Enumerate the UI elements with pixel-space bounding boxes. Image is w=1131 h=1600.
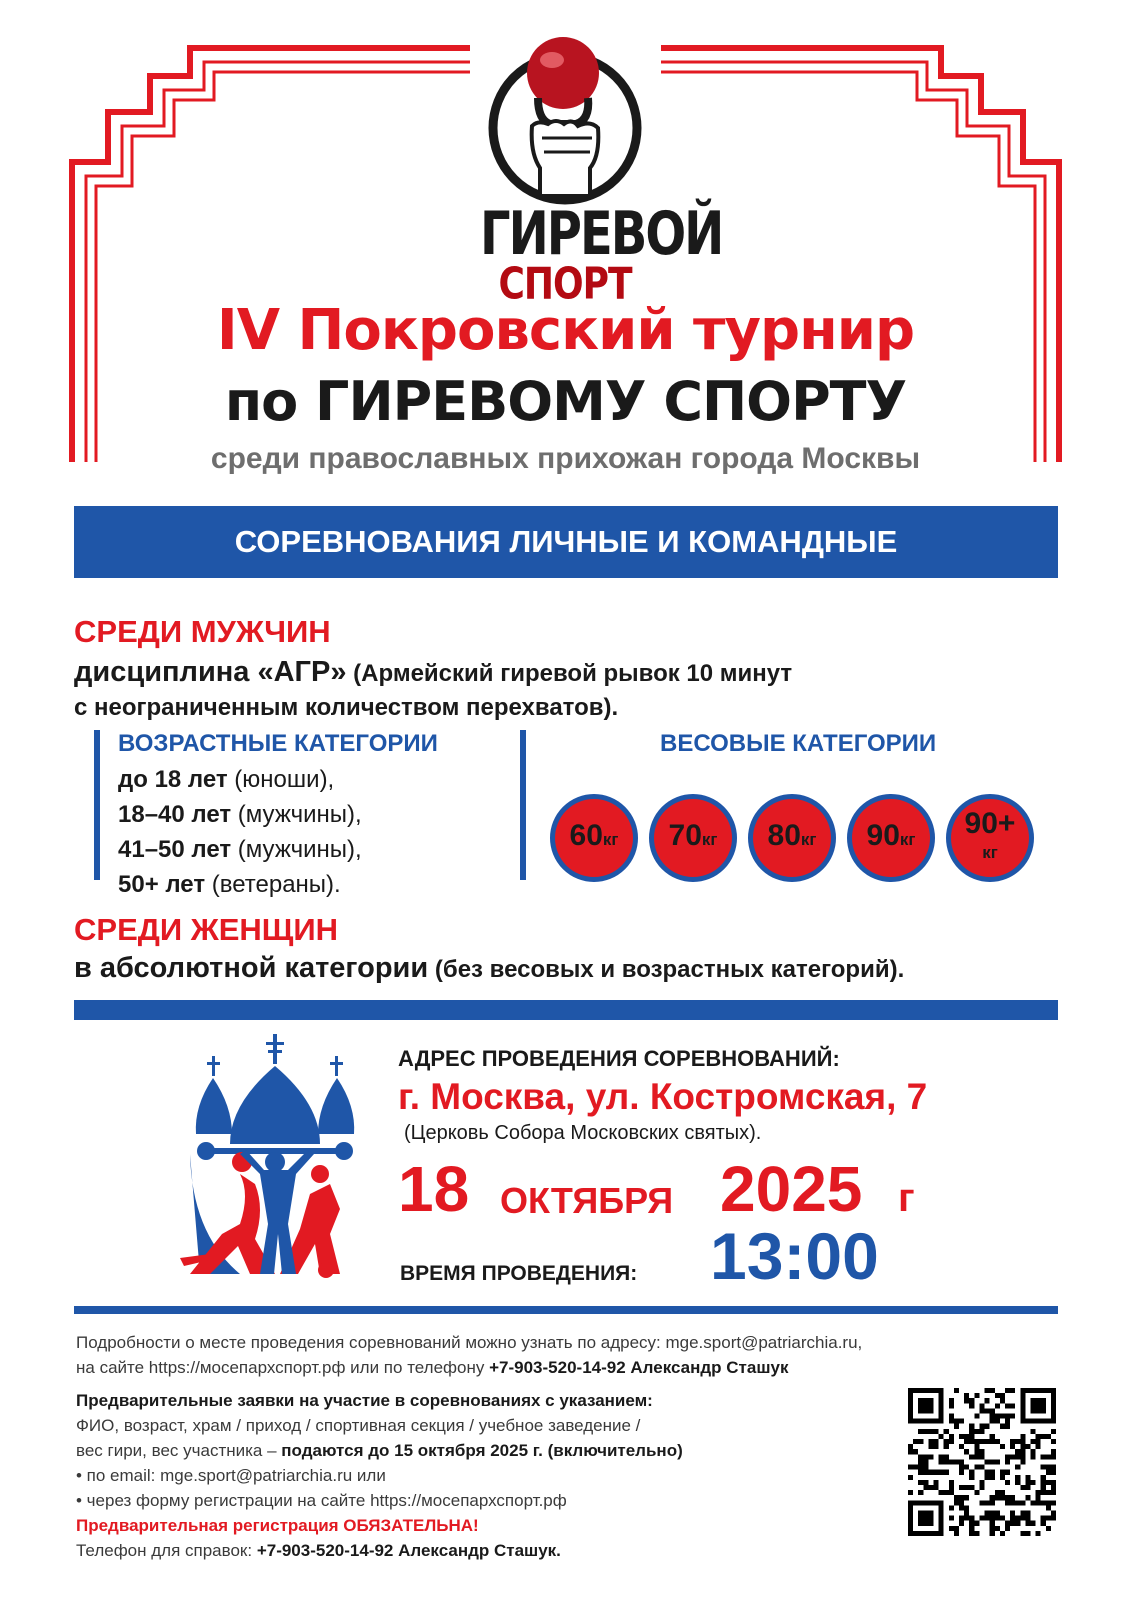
logo-text-line2: СПОРТ xyxy=(498,259,632,310)
list-item: 50+ лет (ветераны). xyxy=(118,871,341,898)
weight-categories xyxy=(550,794,1050,884)
req-line2: вес гири, вес участника – подаются до 15 октября 2025 г. (включительно) xyxy=(76,1441,683,1460)
footer-info-line2: на сайте https://мосепархспорт.рф или по телефону +7-903-520-14-92 Александр Сташук xyxy=(76,1358,789,1377)
title-line2: по ГИРЕВОМУ СПОРТУ xyxy=(224,370,907,433)
req-line1: ФИО, возраст, храм / приход / спортивная секция / учебное заведение / xyxy=(76,1416,641,1435)
event-year-suffix: г xyxy=(898,1176,915,1220)
weight-badge-90: 90кг xyxy=(847,794,935,882)
weight-badge-60: 60кг xyxy=(550,794,638,882)
footer-divider xyxy=(74,1306,1058,1314)
weight-badge-70: 70кг xyxy=(649,794,737,882)
weight-divider xyxy=(520,730,526,880)
list-item: до 18 лет (юноши), xyxy=(118,766,335,793)
qr-code[interactable] xyxy=(908,1388,1056,1536)
venue-note: (Церковь Собора Московских святых). xyxy=(404,1122,762,1144)
footer-requirements xyxy=(76,1388,683,1563)
church-athletes-icon xyxy=(180,1034,370,1284)
venue-address: г. Москва, ул. Костромская, 7 xyxy=(398,1076,928,1117)
venue-heading: АДРЕС ПРОВЕДЕНИЯ СОРЕВНОВАНИЙ: xyxy=(398,1046,840,1071)
men-discipline-line1 xyxy=(74,656,792,689)
event-time: 13:00 xyxy=(710,1219,879,1293)
req-line3: • по email: mge.sport@patriarchia.ru или xyxy=(76,1466,386,1485)
age-categories-heading: ВОЗРАСТНЫЕ КАТЕГОРИИ xyxy=(118,730,438,757)
discipline-desc-cont: с неограниченным количеством перехватов). xyxy=(74,694,619,721)
phone-line: Телефон для справок: +7-903-520-14-92 Александр Сташук. xyxy=(76,1541,561,1560)
section-divider xyxy=(74,1000,1058,1020)
list-item: 41–50 лет (мужчины), xyxy=(118,836,362,863)
list-item: 18–40 лет (мужчины), xyxy=(118,801,362,828)
req-heading: Предварительные заявки на участие в соревнованиях с указанием: xyxy=(76,1391,653,1410)
title-line3: среди православных прихожан города Москвы xyxy=(210,442,921,475)
footer-info xyxy=(76,1330,862,1380)
kettlebell-fist-icon xyxy=(480,28,650,218)
req-line4: • через форму регистрации на сайте https://мосепархспорт.рф xyxy=(76,1491,567,1510)
event-day: 18 xyxy=(398,1153,470,1225)
women-category: в абсолютной категории xyxy=(74,952,429,984)
discipline-name: дисциплина «АГР» xyxy=(74,656,347,688)
title-line1: IV Покровский турнир xyxy=(216,298,915,363)
event-month: ОКТЯБРЯ xyxy=(500,1180,674,1221)
event-year: 2025 xyxy=(720,1153,863,1225)
men-discipline-line2 xyxy=(74,690,618,722)
weight-badge-90plus: 90+ кг xyxy=(946,794,1034,882)
weight-categories-heading: ВЕСОВЫЕ КАТЕГОРИИ xyxy=(660,730,937,757)
time-label: ВРЕМЯ ПРОВЕДЕНИЯ: xyxy=(400,1262,638,1285)
competition-type-banner: СОРЕВНОВАНИЯ ЛИЧНЫЕ И КОМАНДНЫЕ xyxy=(74,506,1058,578)
logo-text-line1: ГИРЕВОЙ xyxy=(480,199,723,269)
kettlebell-logo xyxy=(480,28,723,310)
women-category-line xyxy=(74,952,904,985)
footer-info-line1: Подробности о месте проведения соревнований можно узнать по адресу: mge.sport@patriarchia.ru, xyxy=(76,1333,863,1352)
mandatory-notice: Предварительная регистрация ОБЯЗАТЕЛЬНА! xyxy=(76,1516,479,1535)
weight-badge-80: 80кг xyxy=(748,794,836,882)
discipline-desc: (Армейский гиревой рывок 10 минут xyxy=(346,660,793,687)
age-divider xyxy=(94,730,100,880)
women-heading: СРЕДИ ЖЕНЩИН xyxy=(74,912,339,947)
men-heading: СРЕДИ МУЖЧИН xyxy=(74,614,331,649)
women-category-desc: (без весовых и возрастных категорий). xyxy=(428,956,905,983)
age-categories-list xyxy=(118,762,362,902)
